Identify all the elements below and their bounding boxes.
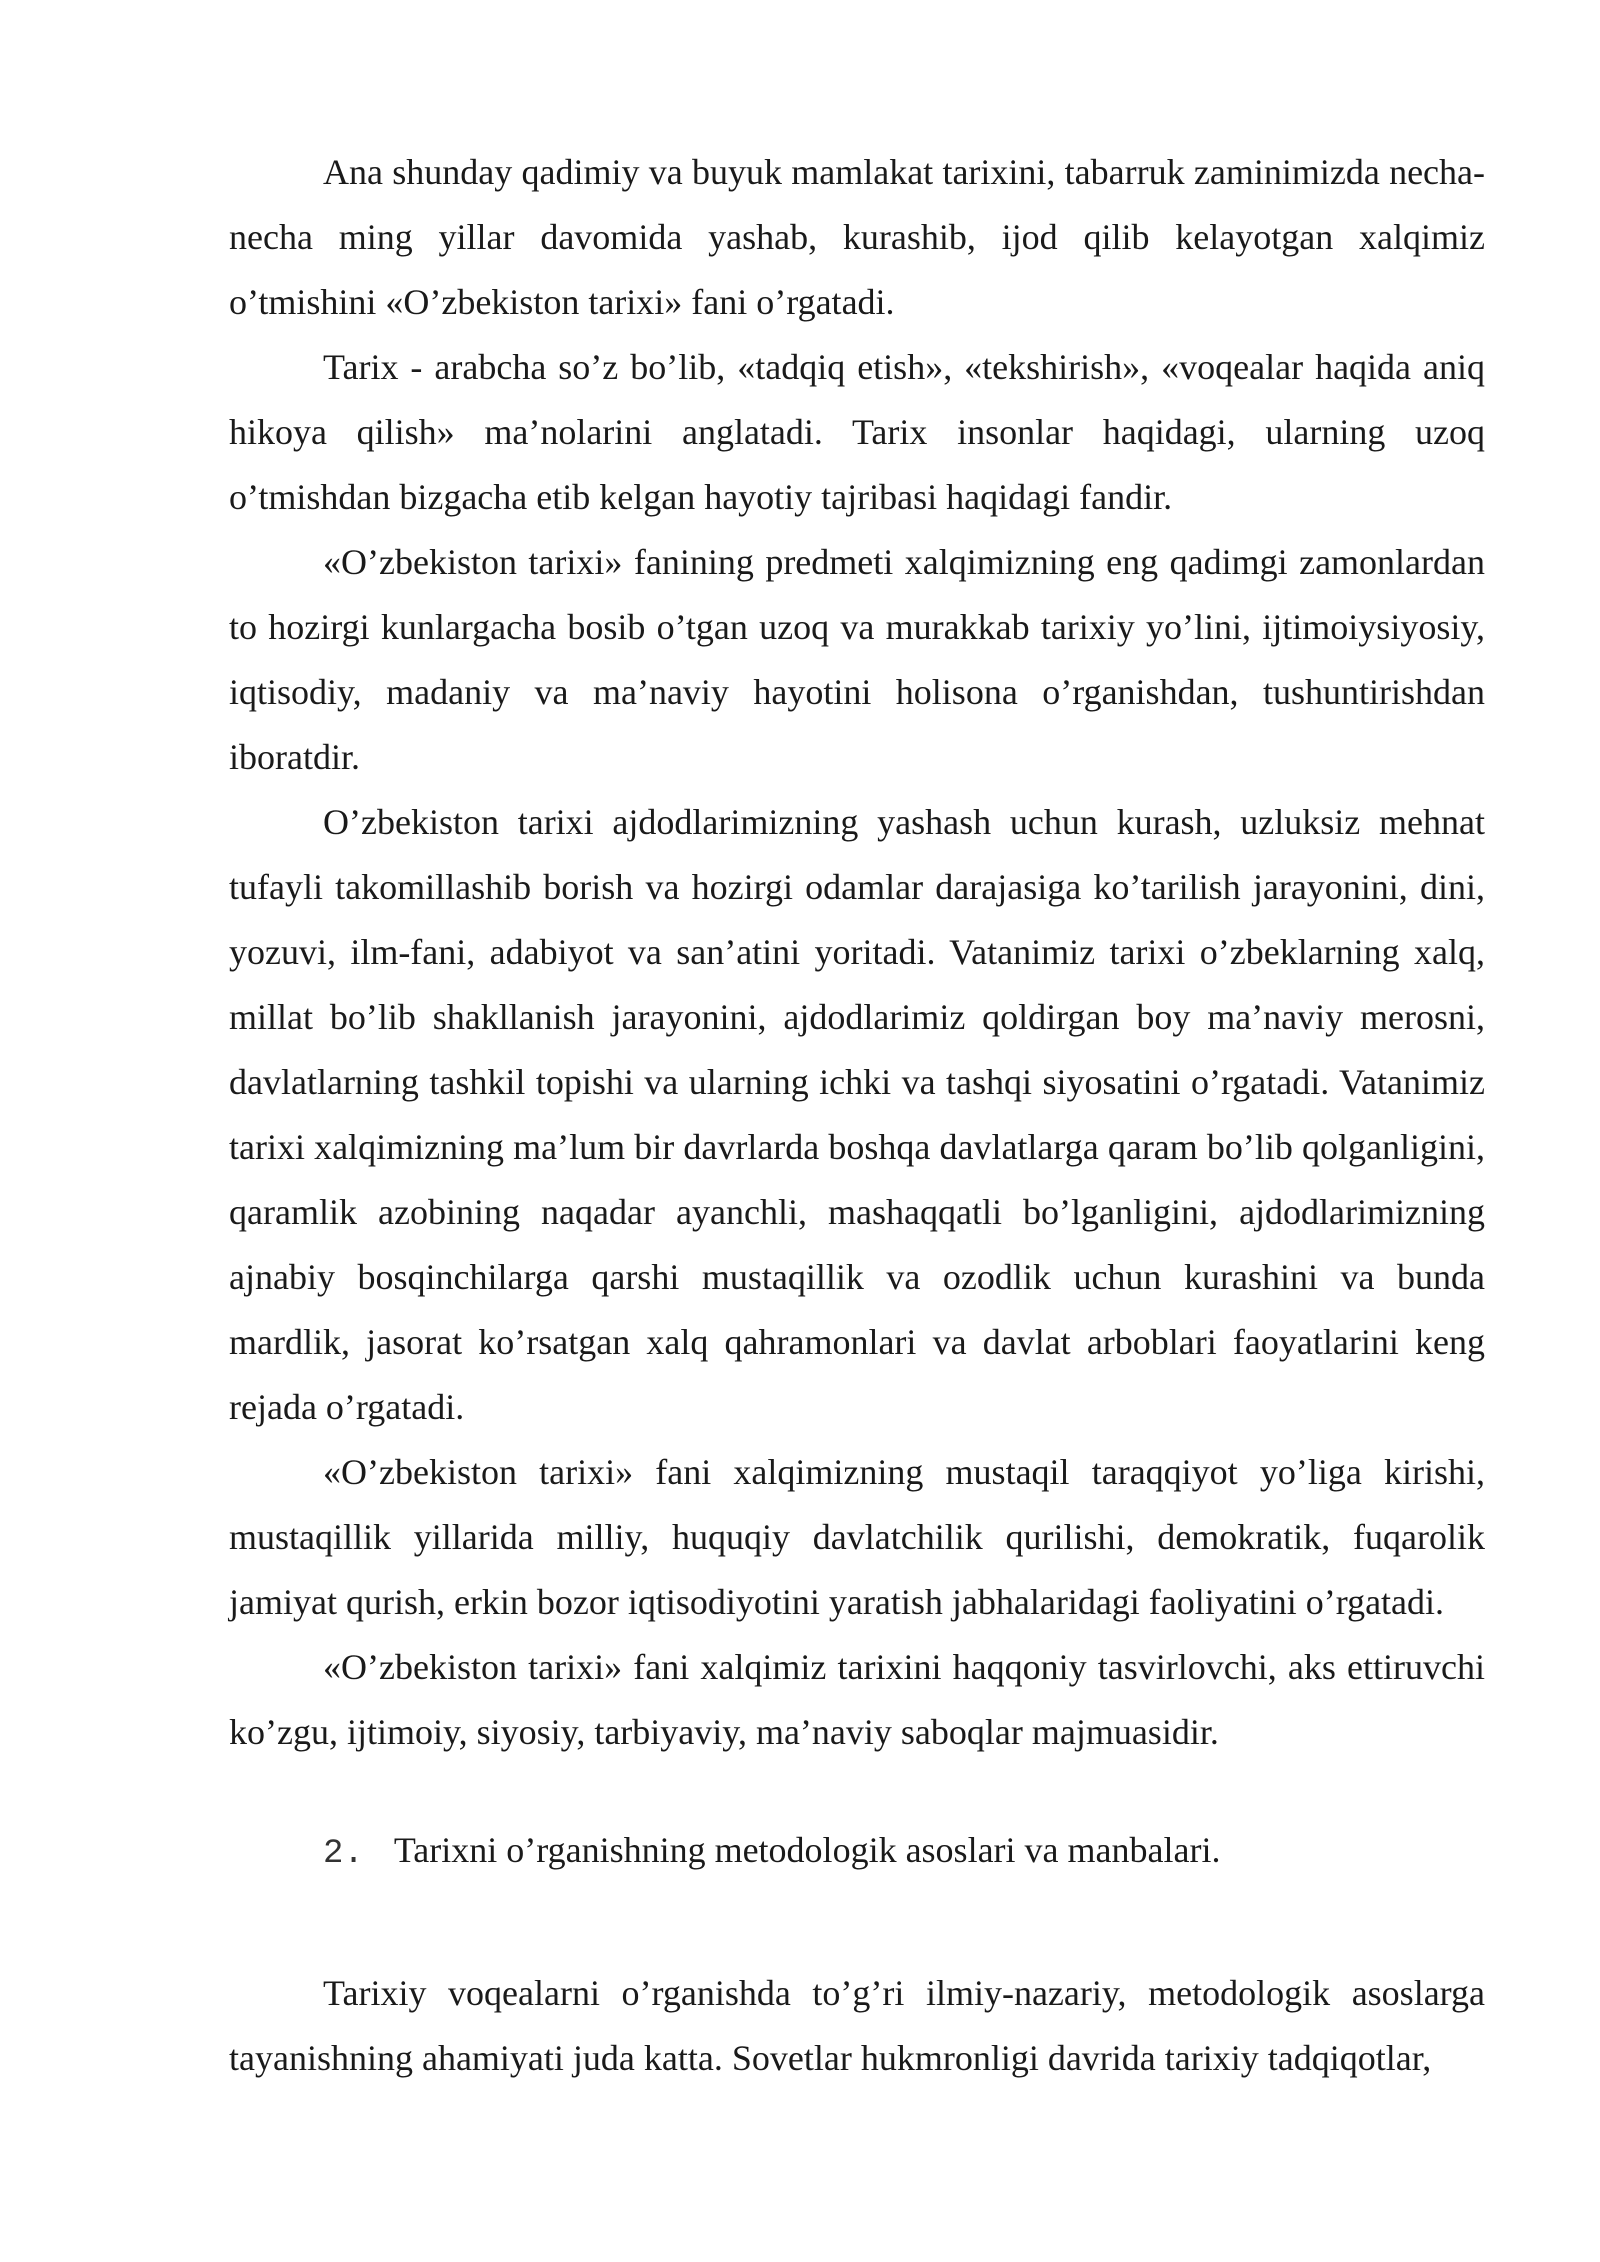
paragraph-3: «O’zbekiston tarixi» fanining predmeti xalqimizning eng qadimgi zamonlardan to hozirgi kunlargacha bosib o’tgan uzoq va murakkab tarixiy yo’lini, ijtimoiysiyosiy, iqtisodiy, madaniy va ma’naviy hayotini holisona o’rganishdan, tushuntirishdan iboratdir. (229, 542, 1485, 777)
paragraph-2: Tarix - arabcha so’z bo’lib, «tadqiq etish», «tekshirish», «voqealar haqida aniq hikoya qilish» ma’nolarini anglatadi. Tarix insonlar haqidagi, ularning uzoq o’tmishdan bizgacha etib kelgan hayotiy tajribasi haqidagi fandir. (229, 347, 1485, 517)
paragraph-7: Tarixiy voqealarni o’rganishda to’g’ri ilmiy-nazariy, metodologik asoslarga tayanishning ahamiyati juda katta. Sovetlar hukmronligi davrida tarixiy tadqiqotlar, (229, 1973, 1485, 2078)
section-number: 2. (323, 1835, 364, 1873)
document-body (229, 140, 1485, 2091)
section-heading (229, 1818, 1485, 1883)
section-title: Tarixni o’rganishning metodologik asoslari va manbalari. (393, 1830, 1221, 1870)
paragraph-5: «O’zbekiston tarixi» fani xalqimizning mustaqil taraqqiyot yo’liga kirishi, mustaqillik yillarida milliy, huquqiy davlatchilik qurilishi, demokratik, fuqarolik jamiyat qurish, erkin bozor iqtisodiyotini yaratish jabhalaridagi faoliyatini o’rgatadi. (229, 1452, 1485, 1622)
paragraph-4: O’zbekiston tarixi ajdodlarimizning yashash uchun kurash, uzluksiz mehnat tufayli takomillashib borish va hozirgi odamlar darajasiga ko’tarilish jarayonini, dini, yozuvi, ilm-fani, adabiyot va san’atini yoritadi. Vatanimiz tarixi o’zbeklarning xalq, millat bo’lib shakllanish jarayonini, ajdodlarimiz qoldirgan boy ma’naviy merosni, davlatlarning tashkil topishi va ularning ichki va tashqi siyosatini o’rgatadi. Vatanimiz tarixi xalqimizning ma’lum bir davrlarda boshqa davlatlarga qaram bo’lib qolganligini, qaramlik azobining naqadar ayanchli, mashaqqatli bo’lganligini, ajdodlarimizning ajnabiy bosqinchilarga qarshi mustaqillik va ozodlik uchun kurashini va bunda mardlik, jasorat ko’rsatgan xalq qahramonlari va davlat arboblari faoyatlarini keng rejada o’rgatadi. (229, 802, 1485, 1427)
paragraph-6: «O’zbekiston tarixi» fani xalqimiz tarixini haqqoniy tasvirlovchi, aks ettiruvchi ko’zgu, ijtimoiy, siyosiy, tarbiyaviy, ma’naviy saboqlar majmuasidir. (229, 1647, 1485, 1752)
paragraph-1: Ana shunday qadimiy va buyuk mamlakat tarixini, tabarruk zaminimizda necha-necha ming yillar davomida yashab, kurashib, ijod qilib kelayotgan xalqimiz o’tmishini «O’zbekiston tarixi» fani o’rgatadi. (229, 152, 1485, 322)
